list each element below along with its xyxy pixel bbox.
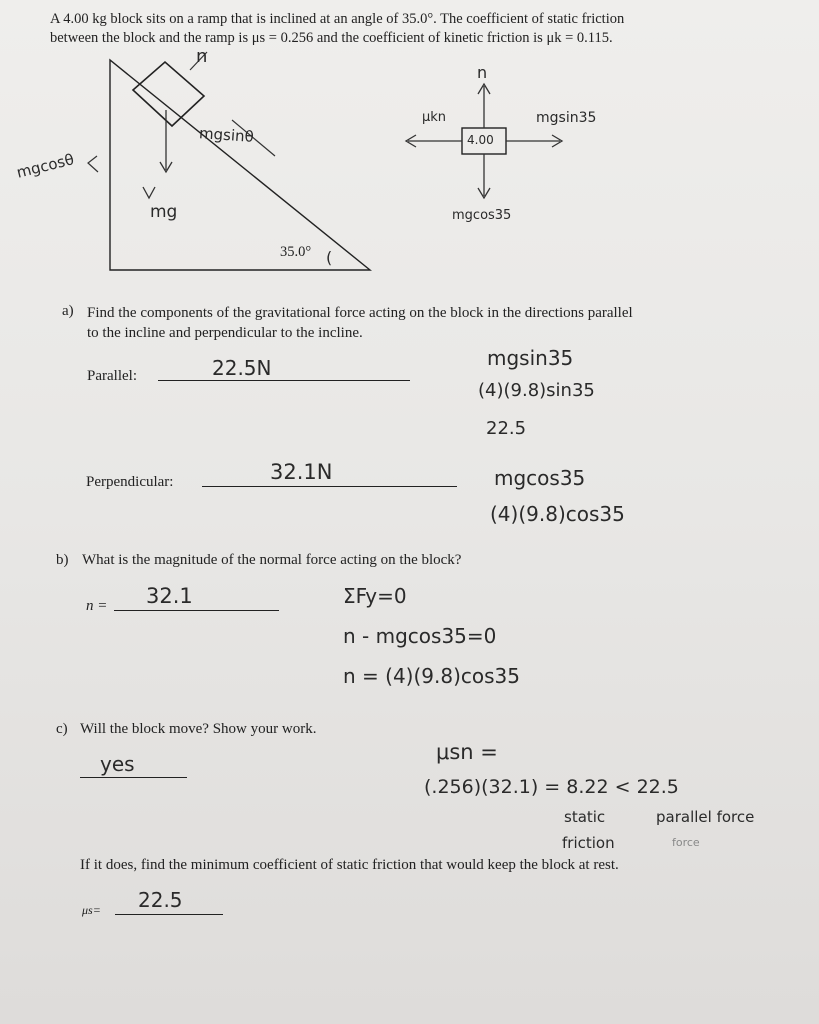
fbd-block-mass: 4.00 bbox=[467, 133, 494, 147]
parallel-work-2: (4)(9.8)sin35 bbox=[478, 380, 595, 401]
parallel-answer-line bbox=[158, 380, 410, 381]
fbd-friction-label: μkn bbox=[422, 110, 447, 125]
mu-s-answer: 22.5 bbox=[138, 888, 183, 912]
part-b-letter: b) bbox=[56, 552, 69, 568]
fbd-normal-label: n bbox=[477, 63, 488, 82]
part-c-work-2: (.256)(32.1) = 8.22 < 22.5 bbox=[424, 776, 679, 798]
problem-line-2: between the block and the ramp is μs = 0.256 and the coefficient of kinetic friction is μk = 0.115. bbox=[50, 30, 613, 46]
parallel-work-1: mgsin35 bbox=[487, 346, 574, 370]
problem-line-1: A 4.00 kg block sits on a ramp that is inclined at an angle of 35.0°. The coefficient of static friction bbox=[50, 11, 625, 27]
left-parallel-label: mgsinθ bbox=[198, 124, 255, 146]
perp-work-2: (4)(9.8)cos35 bbox=[490, 502, 625, 526]
part-a-question-line-1: Find the components of the gravitational force acting on the block in the directions parallel bbox=[87, 305, 633, 321]
note-parallel-force: parallel force bbox=[656, 808, 755, 826]
fbd-parallel-label: mgsin35 bbox=[536, 110, 597, 126]
note-friction: friction bbox=[562, 834, 615, 852]
left-normal-label: n bbox=[196, 46, 208, 67]
part-c-answer-line bbox=[80, 777, 187, 778]
part-c-followup: If it does, find the minimum coefficient of static friction that would keep the block at rest. bbox=[80, 857, 619, 873]
part-c-question: Will the block move? Show your work. bbox=[80, 721, 317, 737]
angle-arc: ( bbox=[326, 248, 333, 267]
part-c-answer: yes bbox=[100, 752, 135, 776]
part-a-question-line-2: to the incline and perpendicular to the incline. bbox=[87, 325, 363, 341]
part-b-work-3: n = (4)(9.8)cos35 bbox=[343, 664, 520, 688]
perpendicular-label: Perpendicular: bbox=[86, 474, 174, 490]
left-weight-label: mg bbox=[150, 202, 178, 222]
perp-work-1: mgcos35 bbox=[494, 466, 586, 490]
mu-s-answer-line bbox=[115, 914, 223, 915]
perpendicular-answer-line bbox=[202, 486, 457, 487]
left-perp-arrowhead bbox=[143, 187, 155, 198]
fbd-perp-label: mgcos35 bbox=[452, 208, 512, 223]
mu-s-label: μs= bbox=[82, 903, 101, 917]
note-force: force bbox=[672, 836, 700, 849]
parallel-work-3: 22.5 bbox=[486, 418, 527, 439]
note-static: static bbox=[564, 808, 606, 826]
block-on-ramp bbox=[133, 62, 204, 126]
normal-force-answer: 32.1 bbox=[146, 584, 193, 608]
left-perp-label: mgcosθ bbox=[14, 150, 76, 182]
part-a-question bbox=[87, 303, 787, 343]
part-a-letter: a) bbox=[62, 303, 74, 319]
part-c-letter: c) bbox=[56, 721, 68, 737]
part-b-work-2: n - mgcos35=0 bbox=[343, 624, 497, 648]
perpendicular-answer: 32.1N bbox=[270, 460, 333, 484]
part-b-work-1: ΣFy=0 bbox=[343, 584, 407, 608]
part-b-question: What is the magnitude of the normal force acting on the block? bbox=[82, 552, 462, 568]
ramp-triangle bbox=[110, 60, 370, 270]
normal-force-answer-line bbox=[114, 610, 279, 611]
parallel-answer: 22.5N bbox=[212, 356, 272, 380]
normal-force-label: n = bbox=[86, 598, 108, 614]
angle-label: 35.0° bbox=[280, 244, 312, 260]
parallel-label: Parallel: bbox=[87, 368, 137, 384]
incline-diagram bbox=[0, 0, 819, 290]
part-c-work-1: μsn = bbox=[436, 740, 498, 764]
